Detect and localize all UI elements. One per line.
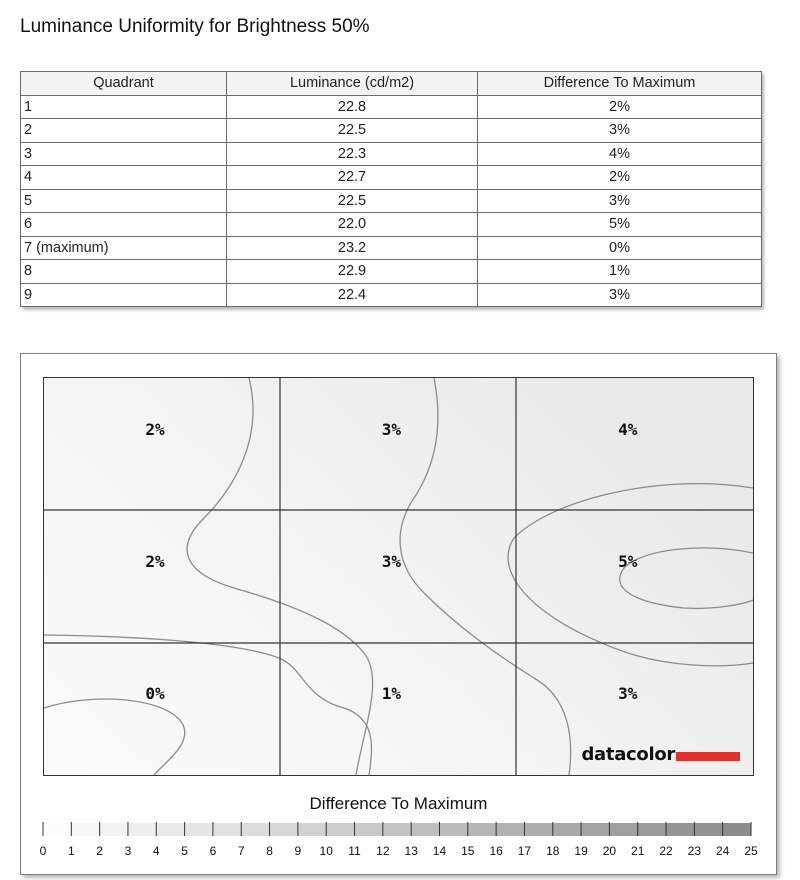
luminance-table <box>20 71 762 307</box>
table-row <box>21 213 762 237</box>
scale-swatch <box>609 823 637 836</box>
header-difference: Difference To Maximum <box>478 72 762 96</box>
quadrant-cell: 9 <box>21 283 227 307</box>
luminance-cell: 22.5 <box>227 119 478 143</box>
difference-cell: 5% <box>478 213 762 237</box>
luminance-cell: 22.4 <box>227 283 478 307</box>
table-row <box>21 142 762 166</box>
quadrant-cell: 7 (maximum) <box>21 236 227 260</box>
scale-swatch <box>241 823 269 836</box>
scale-tick-label: 9 <box>294 844 302 858</box>
scale-swatch <box>439 823 467 836</box>
table-row <box>21 236 762 260</box>
scale-swatch <box>581 823 609 836</box>
scale-tick-label: 25 <box>744 844 758 858</box>
cell-value-6: 5% <box>618 551 638 571</box>
scale-tick-label: 14 <box>432 844 447 858</box>
cell-value-2: 3% <box>381 419 402 439</box>
scale-tick-label: 23 <box>687 844 702 858</box>
difference-cell: 0% <box>478 236 762 260</box>
table-row <box>21 283 762 307</box>
scale-tick-label: 19 <box>574 844 588 858</box>
scale-tick-label: 12 <box>376 844 390 858</box>
table-row <box>21 189 762 213</box>
luminance-cell: 22.3 <box>227 142 478 166</box>
scale-swatch <box>213 823 241 836</box>
difference-cell: 3% <box>478 189 762 213</box>
scale-swatch <box>524 823 552 836</box>
luminance-cell: 22.7 <box>227 166 478 190</box>
scale-tick-label: 6 <box>209 844 217 858</box>
cell-value-9: 3% <box>618 684 638 704</box>
quadrant-cell: 8 <box>21 260 227 284</box>
scale-swatch <box>326 823 354 836</box>
table-row <box>21 260 762 284</box>
luminance-table-container <box>20 71 761 307</box>
cell-value-7: 0% <box>145 684 165 704</box>
cell-value-4: 2% <box>145 551 165 571</box>
scale-tick-label: 17 <box>517 844 532 858</box>
scale-tick-label: 7 <box>237 844 245 858</box>
uniformity-grid <box>43 377 754 776</box>
uniformity-plot-panel <box>20 353 777 875</box>
scale-swatch <box>156 823 184 836</box>
logo-text: datacolor <box>581 744 675 765</box>
table-header-row <box>21 72 762 96</box>
scale-swatch <box>100 823 128 836</box>
page-title: Luminance Uniformity for Brightness 50% <box>20 16 370 37</box>
scale-swatch <box>355 823 383 836</box>
quadrant-cell: 6 <box>21 213 227 237</box>
scale-tick-label: 4 <box>152 844 160 858</box>
difference-cell: 2% <box>478 166 762 190</box>
scale-tick-label: 21 <box>631 844 645 858</box>
cell-value-5: 3% <box>381 551 402 571</box>
scale-swatch <box>71 823 99 836</box>
quadrant-cell: 2 <box>21 119 227 143</box>
datacolor-logo <box>581 742 740 764</box>
difference-cell: 3% <box>478 283 762 307</box>
scale-tick-label: 5 <box>181 844 188 858</box>
scale-tick-label: 1 <box>67 844 75 858</box>
quadrant-cell: 1 <box>21 95 227 119</box>
scale-tick-label: 13 <box>404 844 418 858</box>
scale-tick-label: 20 <box>602 844 617 858</box>
scale-tick-label: 18 <box>546 844 560 858</box>
scale-swatch <box>270 823 298 836</box>
scale-tick-label: 8 <box>266 844 273 858</box>
scale-swatch <box>128 823 156 836</box>
cell-value-8: 1% <box>381 684 402 704</box>
scale-swatch <box>185 823 213 836</box>
scale-tick-label: 2 <box>96 844 103 858</box>
scale-swatch <box>553 823 581 836</box>
scale-tick-label: 24 <box>716 844 730 858</box>
scale-tick-label: 0 <box>39 844 47 858</box>
table-row <box>21 119 762 143</box>
scale-swatch <box>638 823 666 836</box>
scale-swatch <box>496 823 524 836</box>
difference-cell: 1% <box>478 260 762 284</box>
scale-tick-label: 15 <box>461 844 475 858</box>
scale-tick-label: 16 <box>489 844 503 858</box>
luminance-cell: 23.2 <box>227 236 478 260</box>
scale-swatch <box>43 823 71 836</box>
scale-swatch <box>694 823 722 836</box>
cell-value-3: 4% <box>618 419 638 439</box>
scale-swatch <box>468 823 496 836</box>
scale-swatch <box>411 823 439 836</box>
header-luminance: Luminance (cd/m2) <box>227 72 478 96</box>
difference-cell: 2% <box>478 95 762 119</box>
table-row <box>21 166 762 190</box>
difference-scale <box>21 814 776 874</box>
cell-value-1: 2% <box>145 419 165 439</box>
difference-cell: 4% <box>478 142 762 166</box>
scale-tick-label: 3 <box>124 844 132 858</box>
scale-swatch <box>666 823 694 836</box>
scale-swatch <box>723 823 751 836</box>
header-quadrant: Quadrant <box>21 72 227 96</box>
scale-swatch <box>383 823 411 836</box>
luminance-cell: 22.5 <box>227 189 478 213</box>
luminance-cell: 22.0 <box>227 213 478 237</box>
scale-tick-label: 10 <box>319 844 333 858</box>
scale-tick-label: 11 <box>348 844 361 858</box>
table-row <box>21 95 762 119</box>
scale-title: Difference To Maximum <box>309 794 488 813</box>
logo-bar <box>676 752 740 761</box>
quadrant-cell: 4 <box>21 166 227 190</box>
luminance-cell: 22.8 <box>227 95 478 119</box>
difference-cell: 3% <box>478 119 762 143</box>
luminance-cell: 22.9 <box>227 260 478 284</box>
scale-swatch <box>298 823 326 836</box>
quadrant-cell: 5 <box>21 189 227 213</box>
quadrant-cell: 3 <box>21 142 227 166</box>
scale-tick-label: 22 <box>659 844 673 858</box>
